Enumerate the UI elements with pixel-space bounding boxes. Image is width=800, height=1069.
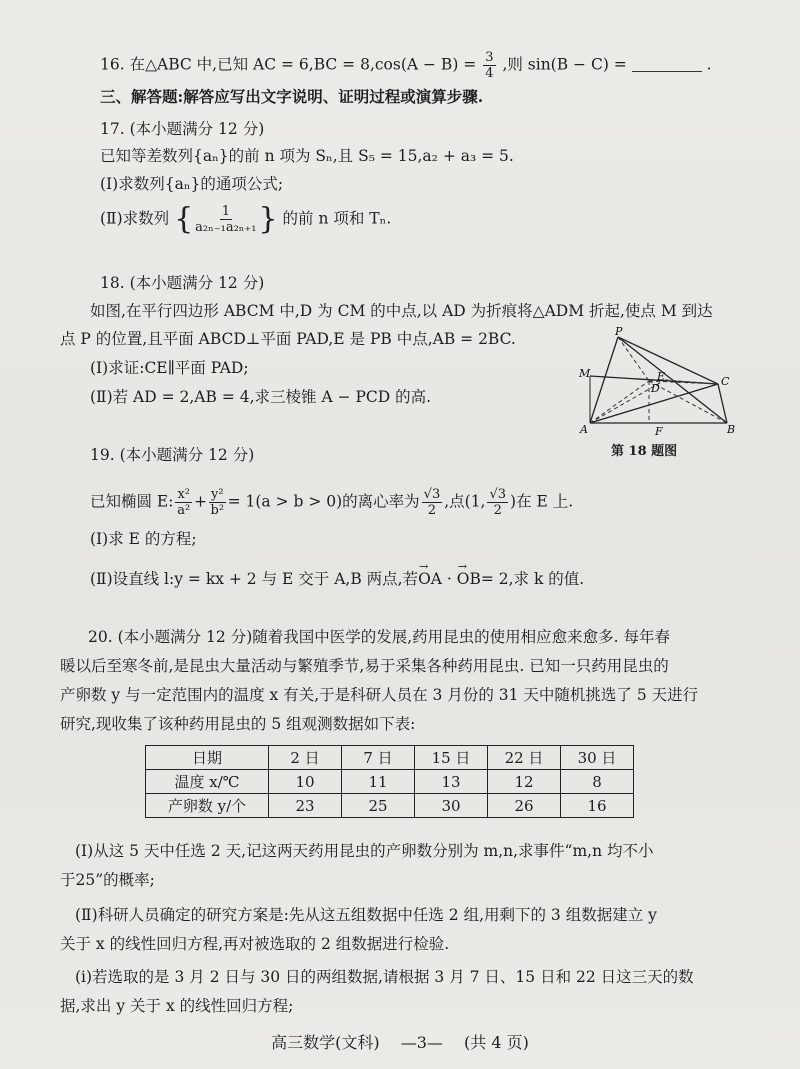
table-cell: 22 日 <box>488 746 561 770</box>
q20-line1: 20. (本小题满分 12 分)随着我国中医学的发展,药用昆虫的使用相应愈来愈多. 每年春 <box>88 628 671 646</box>
q20-part1-line2: 于25”的概率; <box>60 871 155 889</box>
q17-header: 17. (本小题满分 12 分) <box>100 120 265 138</box>
edge-PA <box>590 337 618 423</box>
q16-frac-den: 4 <box>485 66 494 81</box>
table-cell: 产卵数 y/个 <box>146 794 269 818</box>
right-brace: } <box>258 201 278 237</box>
q19-stem-a: 已知椭圆 E: <box>90 492 174 511</box>
table-cell: 16 <box>561 794 634 818</box>
vector-OB: → OB <box>457 569 481 589</box>
question-16 <box>100 50 712 81</box>
q19-stem-c: ,点(1, <box>444 492 486 511</box>
q16-frac-num: 3 <box>485 50 494 65</box>
table-cell: 12 <box>488 770 561 794</box>
q19-frac-ecc-num: √3 <box>423 487 441 502</box>
table-cell: 15 日 <box>415 746 488 770</box>
table-cell: 8 <box>561 770 634 794</box>
q16-answer-blank <box>632 57 702 72</box>
q19-stem <box>90 487 573 518</box>
q19-frac-x <box>175 487 192 518</box>
q18-part1: (Ⅰ)求证:CE∥平面 PAD; <box>90 359 249 377</box>
footer-subject: 高三数学(文科) <box>271 1033 380 1052</box>
q16-end: . <box>706 55 712 74</box>
q18-stem-line2: 点 P 的位置,且平面 ABCD⊥平面 PAD,E 是 PB 中点,AB = 2BC. <box>60 330 516 348</box>
table-cell: 23 <box>269 794 342 818</box>
q17-part2-num: 1 <box>221 204 230 219</box>
q20-part1-line1: (Ⅰ)从这 5 天中任选 2 天,记这两天药用昆虫的产卵数分别为 m,n,求事件“m,n 均不小 <box>75 842 654 860</box>
q19-stem-b: = 1(a > b > 0)的离心率为 <box>227 492 420 511</box>
table-cell: 10 <box>269 770 342 794</box>
label-C: C <box>721 375 730 388</box>
q16-text-b: ,则 sin(B − C) = <box>502 55 627 74</box>
table-cell: 2 日 <box>269 746 342 770</box>
q19-plus: + <box>194 492 208 511</box>
q18-part2: (Ⅱ)若 AD = 2,AB = 4,求三棱锥 A − PCD 的高. <box>90 388 432 406</box>
q20-sub-i-line2: 据,求出 y 关于 x 的线性回归方程; <box>60 997 294 1015</box>
dot-product: · <box>441 570 457 588</box>
q17-part2-a: (Ⅱ)求数列 <box>100 209 170 228</box>
table-cell: 25 <box>342 794 415 818</box>
page-footer <box>0 1030 800 1053</box>
q19-frac-ecc-den: 2 <box>427 503 437 518</box>
q17-part1: (Ⅰ)求数列{aₙ}的通项公式; <box>100 175 284 193</box>
q17-stem: 已知等差数列{aₙ}的前 n 项为 Sₙ,且 S₅ = 15,a₂ + a₃ = 5. <box>100 147 514 165</box>
q19-frac-point-den: 2 <box>493 503 502 518</box>
q18-figure-caption: 第 18 题图 <box>611 444 678 459</box>
table-row <box>146 770 634 794</box>
q18-figure <box>575 325 745 440</box>
table-cell: 30 日 <box>561 746 634 770</box>
section-3-title: 三、解答题:解答应写出文字说明、证明过程或演算步骤. <box>100 87 484 106</box>
footer-total-pages: (共 4 页) <box>464 1033 529 1052</box>
q16-text-a: 在△ABC 中,已知 AC = 6,BC = 8,cos(A − B) = <box>129 55 477 74</box>
table-cell: 11 <box>342 770 415 794</box>
q19-frac-y-num: y² <box>211 487 224 502</box>
label-E: E <box>657 370 666 383</box>
q17-part2-den: a₂ₙ₋₁a₂ₙ₊₁ <box>195 220 257 235</box>
q17-part2 <box>100 201 392 237</box>
q16-fraction <box>483 50 495 81</box>
q18-stem-line1: 如图,在平行四边形 ABCM 中,D 为 CM 的中点,以 AD 为折痕将△ADM 折起,使点 M 到达 <box>90 302 713 320</box>
q19-frac-point-num: √3 <box>489 487 507 502</box>
label-P: P <box>615 325 623 338</box>
q16-number: 16. <box>100 55 125 74</box>
q19-header: 19. (本小题满分 12 分) <box>90 446 255 464</box>
table-cell: 7 日 <box>342 746 415 770</box>
label-M: M <box>579 367 591 380</box>
q19-frac-ecc <box>422 487 443 518</box>
vector-OA: → OA <box>418 569 442 589</box>
q19-frac-y <box>209 487 226 518</box>
q19-part1: (Ⅰ)求 E 的方程; <box>90 530 197 548</box>
q19-frac-point <box>487 487 508 518</box>
label-D: D <box>651 382 660 395</box>
q20-line3: 产卵数 y 与一定范围内的温度 x 有关,于是科研人员在 3 月份的 31 天中随机挑选了 5 天进行 <box>60 686 699 704</box>
q19-frac-x-num: x² <box>177 487 191 502</box>
q19-part2-b: = 2,求 k 的值. <box>480 570 585 588</box>
q17-part2-fraction <box>195 204 256 235</box>
table-cell: 温度 x/℃ <box>146 770 269 794</box>
q19-part2 <box>90 569 584 589</box>
q19-frac-x-den: a² <box>177 503 191 518</box>
q19-frac-y-den: b² <box>210 503 225 518</box>
q20-line2: 暖以后至寒冬前,是昆虫大量活动与繁殖季节,易于采集各种药用昆虫. 已知一只药用昆虫的 <box>60 657 669 675</box>
table-row <box>146 794 634 818</box>
label-B: B <box>727 423 736 436</box>
table-cell: 日期 <box>146 746 269 770</box>
q19-stem-d: )在 E 上. <box>510 492 574 511</box>
q20-sub-i-line1: (i)若选取的是 3 月 2 日与 30 日的两组数据,请根据 3 月 7 日、15 日和 22 日这三天的数 <box>75 968 694 986</box>
q20-part2-line1: (Ⅱ)科研人员确定的研究方案是:先从这五组数据中任选 2 组,用剩下的 3 组数据建立 y <box>75 906 657 924</box>
q20-line4: 研究,现收集了该种药用昆虫的 5 组观测数据如下表: <box>60 715 416 733</box>
footer-page-number: —3— <box>400 1033 443 1052</box>
dash-AD <box>590 381 649 423</box>
q19-part2-a: (Ⅱ)设直线 l:y = kx + 2 与 E 交于 A,B 两点,若 <box>90 570 419 588</box>
q20-data-table <box>145 745 634 818</box>
table-cell: 26 <box>488 794 561 818</box>
q17-part2-b: 的前 n 项和 Tₙ. <box>282 209 392 228</box>
left-brace: { <box>174 201 194 237</box>
label-F: F <box>655 425 663 438</box>
table-cell: 13 <box>415 770 488 794</box>
table-row <box>146 746 634 770</box>
table-cell: 30 <box>415 794 488 818</box>
q18-header: 18. (本小题满分 12 分) <box>100 274 265 292</box>
label-A: A <box>580 423 588 436</box>
q20-part2-line2: 关于 x 的线性回归方程,再对被选取的 2 组数据进行检验. <box>60 935 450 953</box>
